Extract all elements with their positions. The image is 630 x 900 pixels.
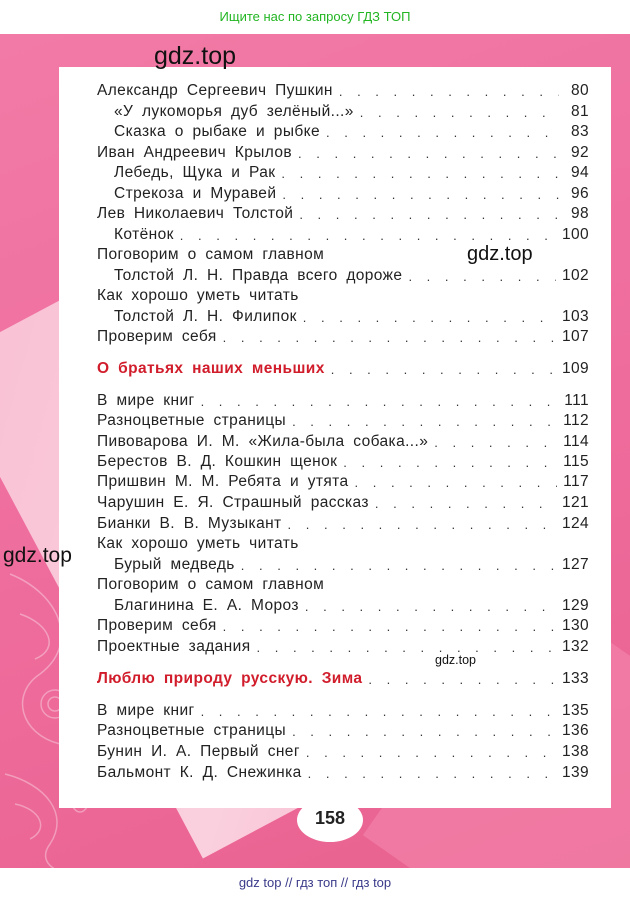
toc-leader-dots [434,434,557,452]
toc-entry-page: 129 [561,597,589,614]
toc-leader-dots [408,268,556,286]
toc-entry-title: Берестов В. Д. Кошкин щенок [97,453,338,470]
toc-leader-dots [292,413,557,431]
toc-entry-page: 136 [561,722,589,739]
toc-leader-dots [343,454,557,472]
toc-entry-title: Иван Андреевич Крылов [97,144,293,161]
toc-entry-page: 107 [561,328,589,345]
toc-leader-dots [201,703,556,721]
toc-entry[interactable] [97,432,589,452]
toc-entry-title: Пришвин М. М. Ребята и утята [97,473,349,490]
toc-entry[interactable] [97,327,589,347]
toc-entry-title: В мире книг [97,392,195,409]
toc-entry[interactable] [97,701,589,721]
toc-entry[interactable] [114,122,589,142]
toc-entry-title: Разноцветные страницы [97,722,287,739]
watermark: gdz.top [435,653,477,667]
toc-entry-page: 102 [561,267,589,284]
toc-entry-page: 139 [561,764,589,781]
toc-entry-title: Сказка о рыбаке и рыбке [114,123,321,140]
toc-entry-title: Пивоварова И. М. «Жила-была собака...» [97,433,429,450]
toc-entry-title: Поговорим о самом главном [97,246,325,263]
toc-entry[interactable] [114,163,589,183]
toc-leader-dots [375,495,556,513]
toc-entry-page: 114 [563,433,589,450]
toc-section-heading[interactable] [97,669,589,689]
toc-entry[interactable] [114,307,589,327]
toc-entry-page: 100 [561,226,589,243]
toc-entry-page: 132 [561,638,589,655]
toc-entry[interactable] [97,534,589,554]
toc-entry-title: Поговорим о самом главном [97,576,325,593]
toc-entry-title: Котёнок [114,226,174,243]
top-banner[interactable]: Ищите нас по запросу ГДЗ ТОП [219,9,411,24]
toc-leader-dots [201,393,559,411]
toc-entry-page: 112 [563,412,589,429]
toc-entry[interactable] [97,742,589,762]
toc-entry-page: 111 [564,392,589,409]
toc-entry-page: 115 [563,453,589,470]
toc-entry-page: 130 [561,617,589,634]
toc-entry[interactable] [114,596,589,616]
toc-entry[interactable] [97,721,589,741]
toc-entry-page: 94 [570,164,589,181]
toc-leader-dots [303,309,556,327]
toc-entry-page: 96 [570,185,589,202]
toc-entry-title: Лев Николаевич Толстой [97,205,294,222]
toc-entry[interactable] [114,225,589,245]
toc-entry-page: 109 [561,360,589,377]
toc-entry[interactable] [97,637,589,657]
toc-leader-dots [308,765,556,783]
toc-entry[interactable] [97,286,589,306]
toc-entry-title: Толстой Л. Н. Правда всего дороже [114,267,403,284]
toc-entry[interactable] [97,452,589,472]
toc-leader-dots [298,145,559,163]
toc-entry-page: 135 [561,702,589,719]
toc-entry-title: Бунин И. А. Первый снег [97,743,300,760]
toc-list [59,67,611,808]
toc-entry-title: В мире книг [97,702,195,719]
toc-leader-dots [288,516,556,534]
toc-card [59,67,611,808]
toc-entry[interactable] [114,102,589,122]
toc-leader-dots [360,104,559,122]
toc-entry-page: 81 [570,103,589,120]
toc-leader-dots [306,744,556,762]
toc-entry[interactable] [97,204,589,224]
toc-entry-page: 98 [570,205,589,222]
toc-entry[interactable] [114,555,589,575]
toc-entry[interactable] [97,763,589,783]
toc-leader-dots [368,671,556,689]
toc-entry-title: Разноцветные страницы [97,412,287,429]
toc-entry-title: Бурый медведь [114,556,235,573]
toc-entry-title: Лебедь, Щука и Рак [114,164,276,181]
toc-entry-page: 83 [570,123,589,140]
toc-entry-title: Толстой Л. Н. Филипок [114,308,297,325]
toc-leader-dots [339,83,559,101]
toc-entry[interactable] [114,266,589,286]
toc-entry-title: Чарушин Е. Я. Страшный рассказ [97,494,369,511]
toc-entry[interactable] [97,472,589,492]
toc-entry-title: Александр Сергеевич Пушкин [97,82,333,99]
toc-leader-dots [282,186,559,204]
toc-entry[interactable] [97,575,589,595]
toc-entry-title: Бианки В. В. Музыкант [97,515,282,532]
toc-entry-title: Стрекоза и Муравей [114,185,277,202]
toc-leader-dots [257,639,556,657]
toc-entry-page: 80 [570,82,589,99]
watermark: gdz.top [467,243,533,265]
toc-leader-dots [305,598,556,616]
toc-entry[interactable] [97,81,589,101]
toc-entry-title: О братьях наших меньших [97,360,325,377]
toc-entry-title: Проверим себя [97,617,217,634]
toc-entry[interactable] [97,493,589,513]
toc-entry[interactable] [114,184,589,204]
toc-entry-page: 103 [561,308,589,325]
toc-entry-title: Благинина Е. А. Мороз [114,597,299,614]
toc-entry-page: 138 [561,743,589,760]
toc-entry-title: Как хорошо уметь читать [97,287,299,304]
toc-leader-dots [241,557,556,575]
watermark: gdz.top [3,544,72,567]
toc-leader-dots [223,618,556,636]
toc-entry-page: 133 [561,670,589,687]
toc-entry-title: «У лукоморья дуб зелёный...» [114,103,354,120]
toc-entry-title: Люблю природу русскую. Зима [97,670,363,687]
toc-entry-title: Бальмонт К. Д. Снежинка [97,764,302,781]
toc-entry[interactable] [97,514,589,534]
toc-entry-title: Проверим себя [97,328,217,345]
toc-entry[interactable] [97,391,589,411]
watermark: gdz.top [154,42,237,70]
toc-entry-title: Как хорошо уметь читать [97,535,299,552]
toc-entry-page: 117 [563,473,589,490]
bottom-links-bar[interactable]: gdz top // гдз топ // гдз top [238,875,392,890]
toc-entry-page: 92 [570,144,589,161]
toc-leader-dots [331,361,556,379]
toc-leader-dots [281,165,559,183]
toc-leader-dots [326,124,559,142]
toc-leader-dots [299,206,559,224]
toc-entry[interactable] [97,143,589,163]
toc-leader-dots [292,723,556,741]
toc-entry-page: 127 [561,556,589,573]
toc-leader-dots [223,329,556,347]
toc-leader-dots [355,474,558,492]
toc-section-heading[interactable] [97,359,589,379]
toc-entry[interactable] [97,411,589,431]
toc-entry-title: Проектные задания [97,638,251,655]
toc-entry[interactable] [97,616,589,636]
toc-entry-page: 124 [561,515,589,532]
toc-entry-page: 121 [561,494,589,511]
page-number: 158 [297,798,363,842]
